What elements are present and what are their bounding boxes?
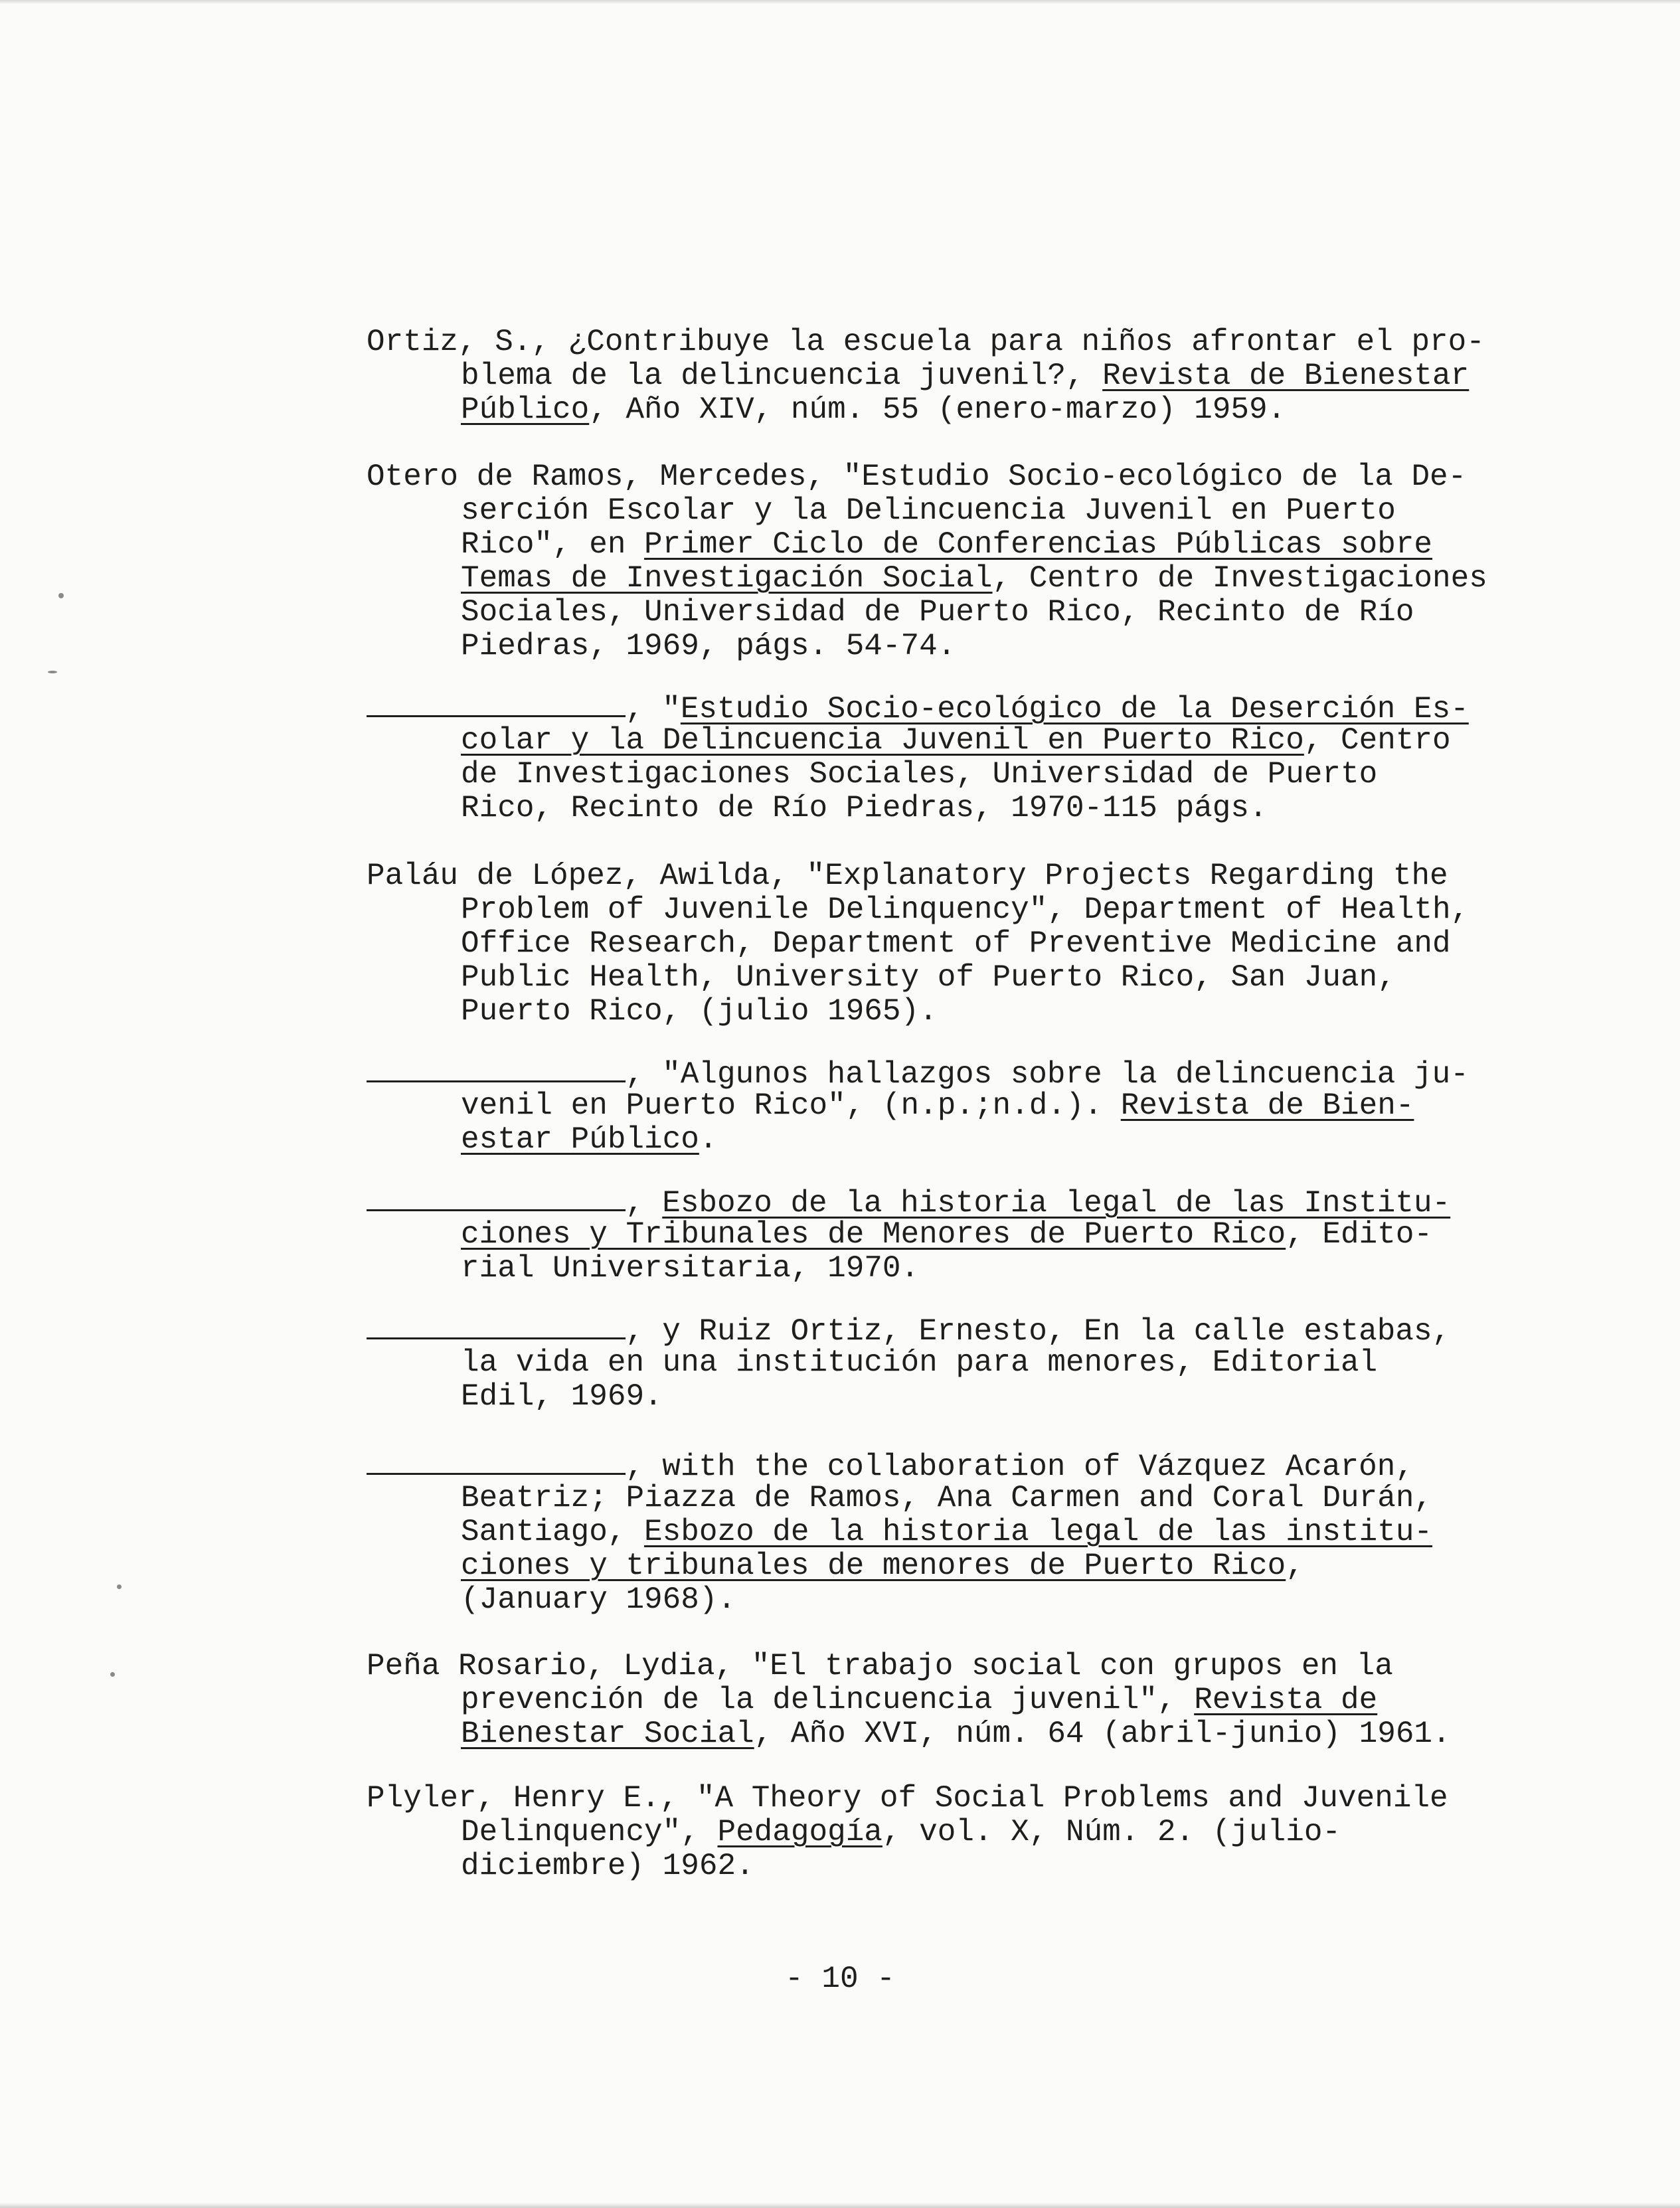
entry-text: Otero de Ramos, Mercedes, "Estudio Socio-ecológico de la De- xyxy=(367,460,1467,494)
entry-text: Public Health, University of Puerto Rico, San Juan, xyxy=(461,960,1396,995)
bibliography-entry xyxy=(367,690,1522,825)
underlined-title: Pedagogía xyxy=(717,1815,882,1849)
entry-line xyxy=(367,393,1522,427)
entry-line xyxy=(367,1583,1522,1617)
entry-line xyxy=(367,1123,1522,1157)
scan-speck xyxy=(58,593,64,598)
entry-text: Paláu de López, Awilda, "Explanatory Projects Regarding the xyxy=(367,859,1448,893)
entry-text: , xyxy=(626,1186,663,1221)
entry-line xyxy=(367,961,1522,995)
underlined-title: Bienestar Social xyxy=(461,1717,754,1751)
entry-line xyxy=(367,1252,1522,1286)
entry-line xyxy=(367,1650,1522,1683)
underlined-title: Temas de Investigación Social xyxy=(461,561,993,596)
page-top-edge xyxy=(0,0,1680,4)
underlined-title: ciones y Tribunales de Menores de Puerto Rico xyxy=(461,1217,1286,1252)
entry-text: , y Ruiz Ortiz, Ernesto, En la calle estabas, xyxy=(626,1314,1451,1349)
entry-text: Plyler, Henry E., "A Theory of Social Problems and Juvenile xyxy=(367,1781,1448,1816)
entry-text: Office Research, Department of Preventive Medicine and xyxy=(461,926,1451,961)
entry-text: blema de la delincuencia juvenil?, xyxy=(461,359,1103,393)
scan-speck xyxy=(117,1584,122,1589)
entry-text: , with the collaboration of Vázquez Acarón, xyxy=(626,1450,1414,1484)
repeated-author-dash xyxy=(367,1312,626,1339)
entry-line xyxy=(367,690,1522,724)
entry-line xyxy=(367,325,1522,359)
entry-text: . xyxy=(699,1122,718,1157)
bibliography-entry xyxy=(367,1184,1522,1286)
entry-line xyxy=(367,1184,1522,1221)
entry-text: Rico", en xyxy=(461,527,645,562)
entry-text: diciembre) 1962. xyxy=(461,1849,754,1883)
entry-line xyxy=(367,1717,1522,1751)
entry-text: Edil, 1969. xyxy=(461,1379,663,1414)
entry-line xyxy=(367,630,1522,663)
entry-line xyxy=(367,1089,1522,1123)
repeated-author-dash xyxy=(367,690,626,717)
entry-text: Delinquency", xyxy=(461,1815,718,1849)
bibliography-entry xyxy=(367,325,1522,427)
bibliography-entry xyxy=(367,1650,1522,1751)
entry-text: , xyxy=(1286,1549,1304,1583)
entry-text: prevención de la delincuencia juvenil", xyxy=(461,1683,1195,1717)
underlined-title: colar y la Delincuencia Juvenil en Puerto Rico xyxy=(461,723,1304,758)
entry-text: (January 1968). xyxy=(461,1582,736,1617)
entry-text: de Investigaciones Sociales, Universidad de Puerto xyxy=(461,757,1378,792)
entry-line xyxy=(367,1380,1522,1414)
underlined-title: Revista de Bien- xyxy=(1120,1088,1414,1123)
entry-line xyxy=(367,792,1522,825)
entry-text: venil en Puerto Rico", (n.p.;n.d.). xyxy=(461,1088,1121,1123)
repeated-author-dash xyxy=(367,1055,626,1082)
repeated-author-dash xyxy=(367,1184,626,1211)
page-number: - 10 - xyxy=(785,1962,895,1996)
entry-text: Ortiz, S., ¿Contribuye la escuela para niños afrontar el pro- xyxy=(367,325,1485,359)
entry-line xyxy=(367,1549,1522,1583)
underlined-title: Revista de Bienestar xyxy=(1102,359,1470,393)
entry-text: Sociales, Universidad de Puerto Rico, Recinto de Río xyxy=(461,595,1414,630)
entry-line xyxy=(367,1683,1522,1717)
page-bottom-edge xyxy=(0,2203,1680,2208)
bibliography-entry xyxy=(367,460,1522,663)
scan-speck xyxy=(48,671,57,673)
scan-speck xyxy=(110,1672,115,1677)
entry-text: Rico, Recinto de Río Piedras, 1970-115 págs. xyxy=(461,791,1268,825)
entry-text: , Centro de Investigaciones xyxy=(992,561,1487,596)
entry-line xyxy=(367,596,1522,630)
entry-text: rial Universitaria, 1970. xyxy=(461,1251,920,1286)
entry-text: Problem of Juvenile Delinquency", Department of Health, xyxy=(461,892,1470,927)
entry-line xyxy=(367,1312,1522,1349)
entry-line xyxy=(367,1782,1522,1816)
entry-text: Puerto Rico, (julio 1965). xyxy=(461,994,938,1029)
bibliography-entry xyxy=(367,1312,1522,1414)
underlined-title: ciones y tribunales de menores de Puerto Rico xyxy=(461,1549,1286,1583)
bibliography-entry xyxy=(367,859,1522,1029)
entry-text: Beatriz; Piazza de Ramos, Ana Carmen and Coral Durán, xyxy=(461,1481,1433,1515)
entry-text: , Edito- xyxy=(1286,1217,1433,1252)
entry-line xyxy=(367,995,1522,1029)
entry-line xyxy=(367,859,1522,893)
entry-text: serción Escolar y la Delincuencia Juvenil en Puerto xyxy=(461,493,1396,528)
repeated-author-dash xyxy=(367,1448,626,1475)
entry-line xyxy=(367,758,1522,792)
bibliography-entry xyxy=(367,1782,1522,1883)
entry-line xyxy=(367,893,1522,927)
underlined-title: Revista de xyxy=(1194,1683,1378,1717)
entry-line xyxy=(367,724,1522,758)
entry-line xyxy=(367,359,1522,393)
entry-line xyxy=(367,562,1522,596)
entry-text: Santiago, xyxy=(461,1515,645,1549)
entry-text: Peña Rosario, Lydia, "El trabajo social con grupos en la xyxy=(367,1649,1393,1683)
entry-line xyxy=(367,1515,1522,1549)
entry-line xyxy=(367,1816,1522,1849)
entry-line xyxy=(367,1055,1522,1092)
entry-text: , "Algunos hallazgos sobre la delincuencia ju- xyxy=(626,1057,1469,1092)
underlined-title: Estudio Socio-ecológico de la Deserción Es- xyxy=(680,692,1469,726)
entry-text: , Centro xyxy=(1303,723,1451,758)
entry-line xyxy=(367,927,1522,961)
entry-line xyxy=(367,460,1522,494)
entry-text: Piedras, 1969, págs. 54-74. xyxy=(461,629,956,663)
entry-text: , Año XIV, núm. 55 (enero-marzo) 1959. xyxy=(589,392,1286,427)
underlined-title: Primer Ciclo de Conferencias Públicas sobre xyxy=(644,527,1433,562)
underlined-title: estar Público xyxy=(461,1122,699,1157)
entry-line xyxy=(367,1218,1522,1252)
entry-line xyxy=(367,528,1522,562)
underlined-title: Esbozo de la historia legal de las Institu- xyxy=(662,1186,1451,1221)
bibliography-entry xyxy=(367,1055,1522,1157)
entry-line xyxy=(367,494,1522,528)
entry-line xyxy=(367,1346,1522,1380)
entry-line xyxy=(367,1448,1522,1482)
underlined-title: Esbozo de la historia legal de las institu- xyxy=(644,1515,1433,1549)
entry-text: , Año XVI, núm. 64 (abril-junio) 1961. xyxy=(754,1717,1451,1751)
entry-text: la vida en una institución para menores, Editorial xyxy=(461,1345,1378,1380)
bibliography-entry xyxy=(367,1448,1522,1617)
entry-line xyxy=(367,1849,1522,1883)
entry-line xyxy=(367,1482,1522,1515)
underlined-title: Público xyxy=(461,392,590,427)
entry-text: , vol. X, Núm. 2. (julio- xyxy=(882,1815,1341,1849)
entry-text: , " xyxy=(626,692,681,726)
